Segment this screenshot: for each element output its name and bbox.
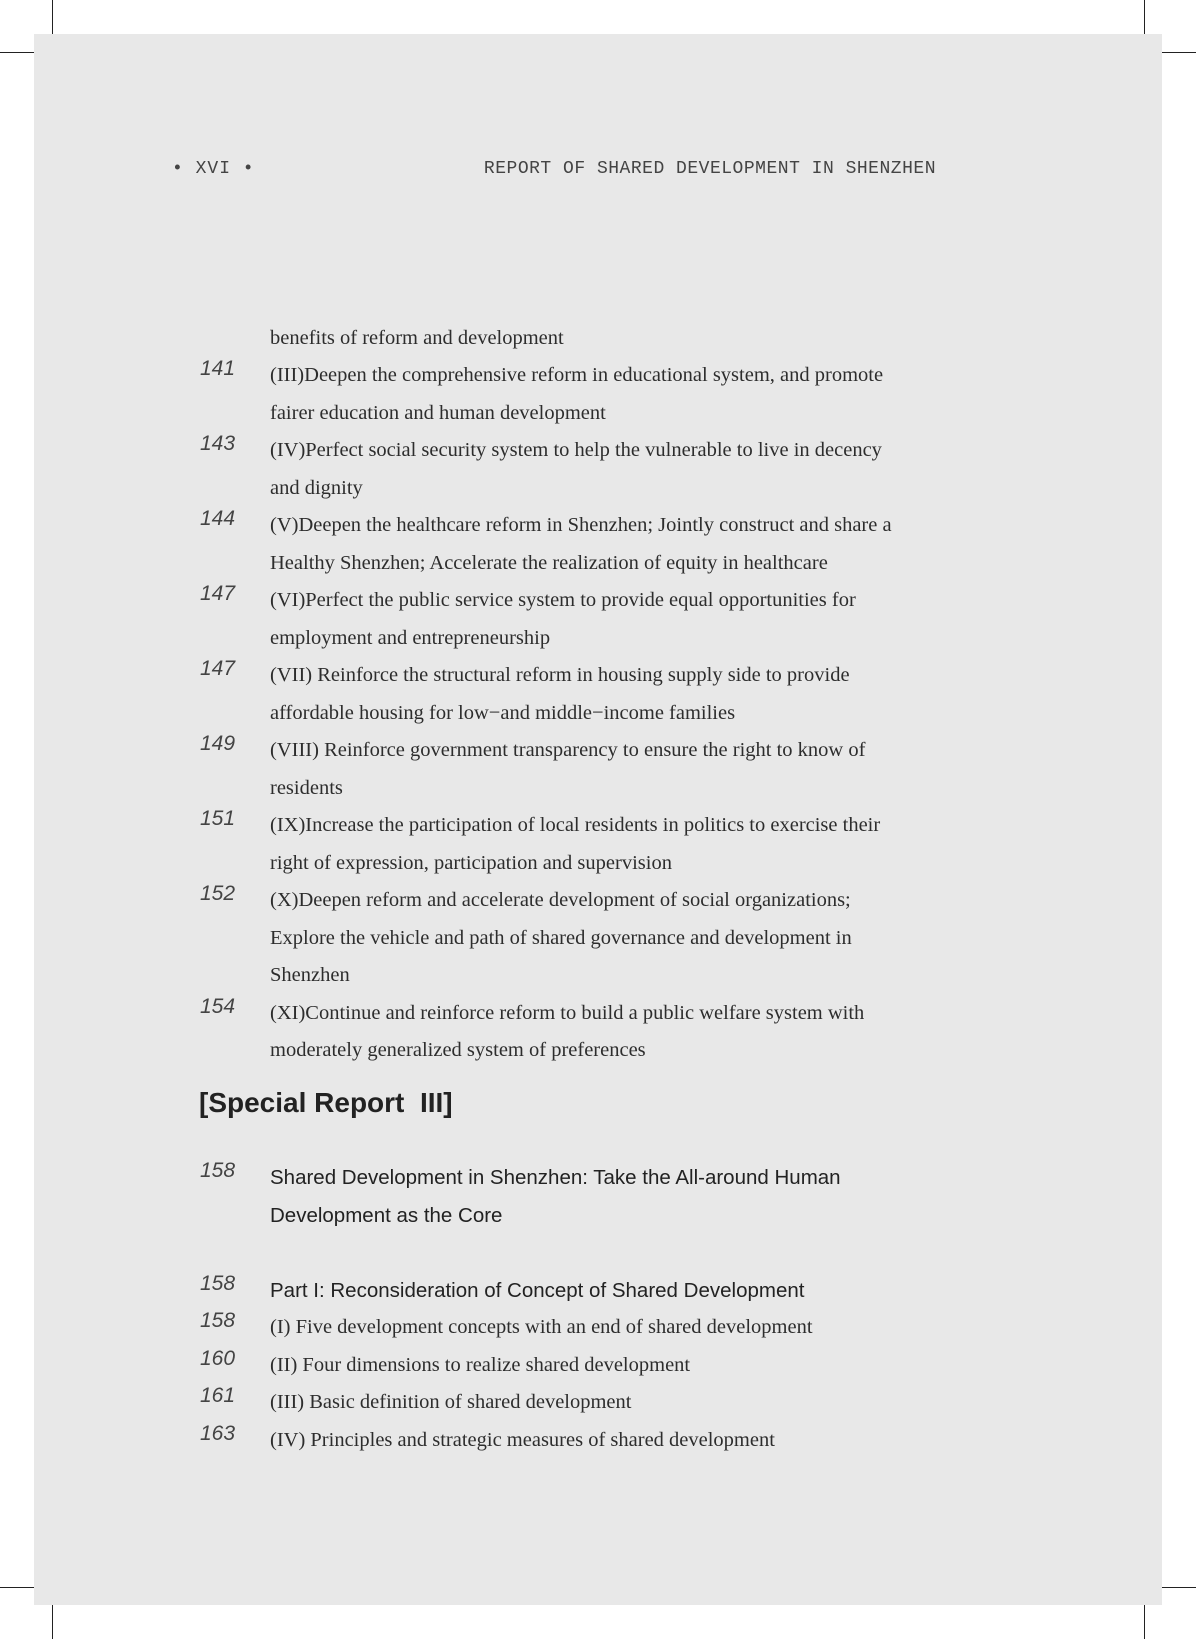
toc-text bbox=[270, 1272, 970, 1310]
toc-text bbox=[270, 582, 970, 657]
toc-line: (VI)Perfect the public service system to provide equal opportunities for bbox=[270, 589, 856, 611]
section-title: [Special Report III] bbox=[199, 1087, 453, 1118]
toc-page-number: 154 bbox=[200, 994, 236, 1018]
toc-text bbox=[270, 995, 970, 1070]
toc-page-number: 147 bbox=[200, 657, 236, 680]
toc-line: (I) Five development concepts with an end of shared development bbox=[270, 1316, 813, 1338]
crop-mark bbox=[52, 1605, 53, 1639]
toc-line: (IV) Principles and strategic measures of shared development bbox=[270, 1428, 775, 1451]
toc-page-number: 149 bbox=[200, 732, 236, 755]
toc-page-number: 143 bbox=[200, 432, 236, 455]
crop-mark bbox=[1144, 0, 1145, 34]
toc-line: affordable housing for low−and middle−income families bbox=[270, 701, 736, 724]
toc-line: right of expression, participation and supervision bbox=[270, 851, 672, 874]
toc-page-number: 144 bbox=[200, 507, 236, 530]
toc-text: benefits of reform and development bbox=[270, 327, 564, 349]
toc-page-number: 151 bbox=[200, 807, 236, 830]
toc-text bbox=[270, 1422, 970, 1460]
toc-page-number: 147 bbox=[200, 582, 236, 605]
toc-text bbox=[270, 507, 970, 582]
toc-text bbox=[270, 357, 970, 432]
toc-line: Part I: Reconsideration of Concept of Shared Development bbox=[270, 1279, 805, 1302]
crop-mark bbox=[0, 52, 34, 53]
page-folio: • XVI • bbox=[172, 159, 255, 179]
toc-line: (II) Four dimensions to realize shared development bbox=[270, 1353, 691, 1376]
toc-text bbox=[270, 1309, 970, 1347]
toc-page-number: 160 bbox=[200, 1346, 236, 1370]
toc-page-number: 161 bbox=[200, 1384, 236, 1407]
toc-line: and dignity bbox=[270, 476, 363, 499]
toc-line: (V)Deepen the healthcare reform in Shenzhen; Jointly construct and share a bbox=[270, 514, 892, 536]
toc-line: (IX)Increase the participation of local residents in politics to exercise their bbox=[270, 814, 881, 836]
running-title: REPORT OF SHARED DEVELOPMENT IN SHENZHEN bbox=[483, 159, 936, 179]
toc-page-number: 158 bbox=[200, 1159, 236, 1182]
crop-mark bbox=[1144, 1605, 1145, 1639]
toc-line: fairer education and human development bbox=[270, 401, 606, 424]
toc-text bbox=[270, 1347, 970, 1385]
toc-line: (III)Deepen the comprehensive reform in educational system, and promote bbox=[270, 364, 884, 386]
toc-line: employment and entrepreneurship bbox=[270, 626, 551, 649]
toc-line: (VII) Reinforce the structural reform in housing supply side to provide bbox=[270, 664, 850, 686]
toc-line: (VIII) Reinforce government transparency to ensure the right to know of bbox=[270, 739, 866, 761]
toc-page-number: 141 bbox=[200, 357, 236, 380]
toc-line: Development as the Core bbox=[270, 1203, 503, 1227]
toc-line: Healthy Shenzhen; Accelerate the realization of equity in healthcare bbox=[270, 551, 828, 574]
toc-line: (XI)Continue and reinforce reform to build a public welfare system with bbox=[270, 1001, 865, 1024]
toc-text bbox=[270, 807, 970, 882]
crop-mark bbox=[0, 1587, 34, 1588]
toc-line: (X)Deepen reform and accelerate development of social organizations; bbox=[270, 889, 851, 911]
crop-mark bbox=[1162, 52, 1196, 53]
page bbox=[34, 34, 1162, 1605]
toc-line: Explore the vehicle and path of shared governance and development in bbox=[270, 926, 852, 949]
running-header bbox=[34, 159, 1162, 185]
toc-page-number: 158 bbox=[200, 1272, 236, 1295]
toc-text bbox=[270, 1159, 970, 1234]
toc-page-number: 158 bbox=[200, 1309, 236, 1332]
toc-page-number: 163 bbox=[200, 1421, 236, 1445]
toc-line: Shared Development in Shenzhen: Take the All-around Human bbox=[270, 1166, 841, 1189]
toc-line: (III) Basic definition of shared development bbox=[270, 1391, 632, 1413]
crop-mark bbox=[1162, 1587, 1196, 1588]
crop-mark bbox=[52, 0, 53, 34]
toc-line: moderately generalized system of preferences bbox=[270, 1039, 646, 1061]
toc-text bbox=[270, 432, 970, 507]
toc-line: residents bbox=[270, 776, 343, 799]
toc-line: (IV)Perfect social security system to help the vulnerable to live in decency bbox=[270, 439, 882, 461]
toc-text bbox=[270, 657, 970, 732]
toc-text bbox=[270, 1384, 970, 1422]
toc-text bbox=[270, 882, 970, 995]
toc-text bbox=[270, 732, 970, 807]
toc-page-number: 152 bbox=[200, 882, 236, 905]
toc-line: Shenzhen bbox=[270, 964, 350, 986]
